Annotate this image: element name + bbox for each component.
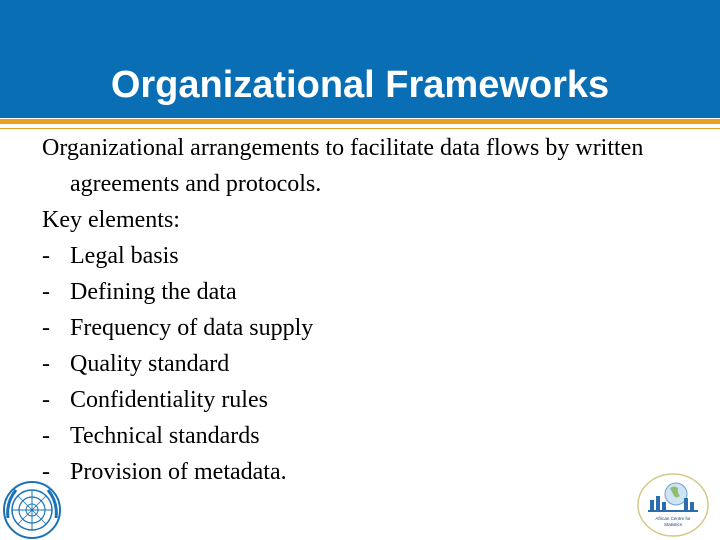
list-item-text: Provision of metadata. — [70, 459, 287, 485]
dash-bullet: - — [42, 459, 50, 485]
list-item — [42, 310, 702, 346]
orange-rule-thick — [0, 119, 720, 124]
slide-title: Organizational Frameworks — [110, 64, 610, 106]
intro-paragraph: Organizational arrangements to facilitate data flows by written agreements and protocols. — [42, 135, 644, 197]
list-item — [42, 346, 702, 382]
dash-bullet: - — [42, 351, 50, 377]
list-item-text: Frequency of data supply — [70, 315, 314, 341]
list-item — [42, 454, 702, 490]
list-item-text: Legal basis — [70, 243, 179, 269]
dash-bullet: - — [42, 279, 50, 305]
list-item — [42, 274, 702, 310]
dash-bullet: - — [42, 387, 50, 413]
list-item — [42, 382, 702, 418]
acs-logo-line1: African Centre for — [655, 516, 691, 521]
list-item-text: Confidentiality rules — [70, 387, 268, 413]
list-item — [42, 238, 702, 274]
key-elements-list — [42, 238, 702, 490]
list-item-text: Technical standards — [70, 423, 260, 449]
acs-logo-line2: Statistics — [663, 522, 683, 527]
dash-bullet: - — [42, 423, 50, 449]
dash-bullet: - — [42, 243, 50, 269]
list-item — [42, 418, 702, 454]
key-elements-heading: Key elements: — [42, 207, 180, 233]
list-item-text: Quality standard — [70, 351, 230, 377]
slide-body — [42, 130, 702, 490]
dash-bullet: - — [42, 315, 50, 341]
list-item-text: Defining the data — [70, 279, 237, 305]
orange-rule-thin — [0, 128, 720, 129]
un-emblem-icon — [2, 480, 62, 540]
acs-logo-icon — [636, 472, 710, 538]
